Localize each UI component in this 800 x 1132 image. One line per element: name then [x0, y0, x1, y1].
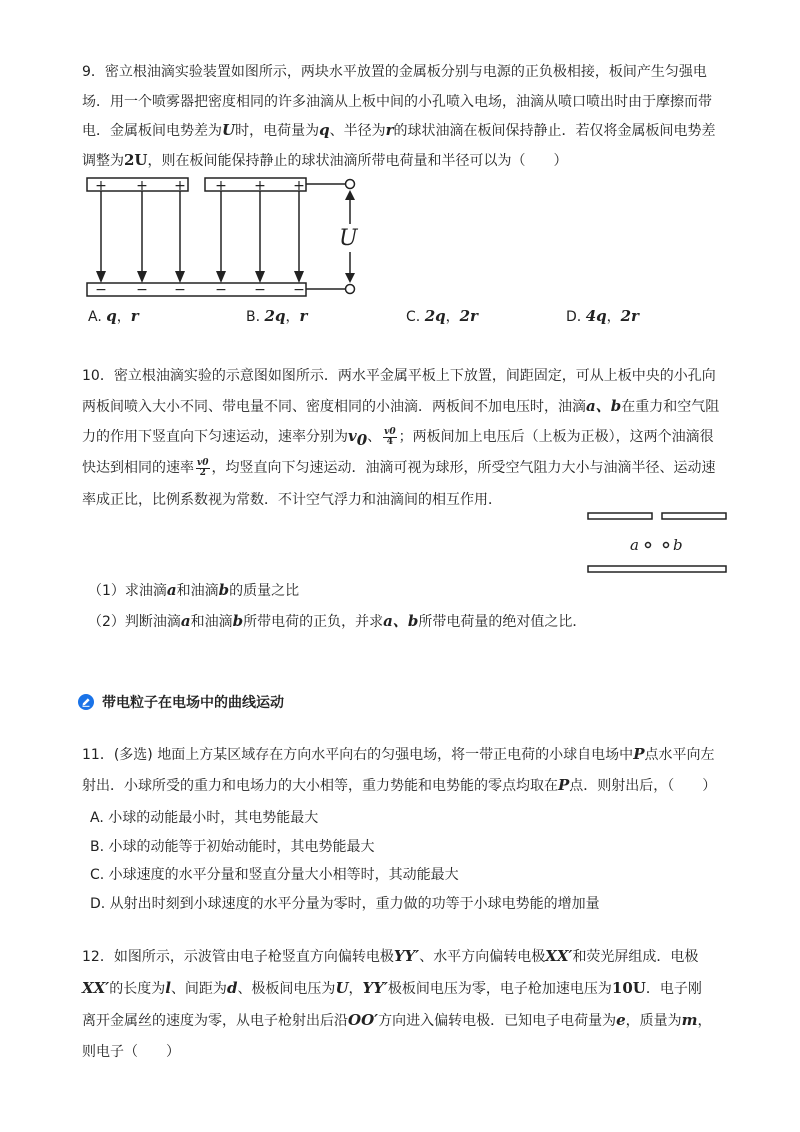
q9-option-c[interactable]: C. 2q，2r	[406, 307, 478, 325]
top-terminal	[346, 180, 355, 189]
q11-text-line-1: 11．(多选) 地面上方某区域存在方向水平向右的匀强电场，将一带正电荷的小球自电场中P点水平向左	[82, 745, 715, 763]
q9-text-line-4: 调整为2U，则在板间能保持静止的球状油滴所带电荷量和半径可以为（ ）	[82, 151, 568, 169]
plus-sign: +	[136, 178, 148, 194]
q11-choice-c[interactable]: C. 小球速度的水平分量和竖直分量大小相等时，其动能最大	[90, 867, 459, 883]
q9-text-line-2: 场．用一个喷雾器把密度相同的许多油滴从上板中间的小孔喷入电场，油滴从喷口喷出时由于摩擦而带	[82, 94, 712, 110]
q10-text-line-3: 力的作用下竖直向下匀速运动，速率分别为$v_0$、 $\frac{v0}{4}$ ；两板间加上电压后（上板为正极），这两个油滴很	[82, 426, 714, 449]
q11-choice-d[interactable]: D. 从射出时刻到小球速度的水平分量为零时，重力做的功等于小球电势能的增加量	[90, 896, 600, 912]
plus-sign: +	[95, 178, 107, 194]
q11-text-line-2: 射出．小球所受的重力和电场力的大小相等，重力势能和电势能的零点均取在P点．则射出后，（ ）	[82, 776, 717, 794]
drop-b	[664, 543, 669, 548]
section-header	[78, 692, 284, 712]
q12-text-line-4: 则电子（ ）	[82, 1044, 180, 1060]
bottom-plate	[588, 566, 726, 572]
voltage-arrow-head-down	[345, 273, 355, 283]
drop-a	[646, 543, 651, 548]
q9-text-line-3: 电．金属板间电势差为U时，电荷量为q、半径为r的球状油滴在板间保持静止．若仅将金属板间电势差	[82, 121, 716, 139]
field-arrow-heads	[96, 271, 304, 283]
q9-text-line-1: 9．密立根油滴实验装置如图所示，两块水平放置的金属板分别与电源的正负极相接，板间产生匀强电	[82, 64, 707, 80]
fraction-v0-over-4: $\frac{v0}{4}$	[384, 426, 396, 447]
minus-sign: −	[254, 282, 266, 298]
minus-sign: −	[215, 282, 227, 298]
q9-option-b[interactable]: B. 2q，r	[246, 307, 308, 325]
minus-sign: −	[136, 282, 148, 298]
q9-option-a[interactable]: A. q，r	[88, 307, 139, 325]
q10-text-line-2: 两板间喷入大小不同、带电量不同、密度相同的小油滴．两板间不加电压时，油滴a、b在重力和空气阻	[82, 397, 720, 415]
minus-sign: −	[174, 282, 186, 298]
voltage-label: U	[339, 226, 358, 251]
voltage-arrow-head-up	[345, 190, 355, 200]
bottom-plate	[87, 283, 306, 296]
q10-text-line-1: 10．密立根油滴实验的示意图如图所示．两水平金属平板上下放置，间距固定，可从上板中央的小孔向	[82, 368, 716, 384]
q9-option-d[interactable]: D. 4q，2r	[566, 307, 639, 325]
fraction-v0-over-2: $\frac{v0}{2}$	[197, 457, 209, 478]
q9-plate-diagram	[80, 172, 370, 302]
bottom-terminal	[346, 285, 355, 294]
plus-sign: +	[215, 178, 227, 194]
q12-text-line-3: 离开金属丝的速度为零，从电子枪射出后沿OO′方向进入偏转电极．已知电子电荷量为e，质量为m，	[82, 1011, 712, 1029]
q10-text-line-4: 快达到相同的速率 $\frac{v0}{2}$ ，均竖直向下匀速运动．油滴可视为球形，所受空气阻力大小与油滴半径、运动速	[82, 457, 716, 478]
q11-choice-a[interactable]: A. 小球的动能最小时，其电势能最大	[90, 810, 319, 826]
q10-subquestion-2: （2）判断油滴a和油滴b所带电荷的正负，并求a、b所带电荷量的绝对值之比．	[88, 612, 587, 630]
plus-sign: +	[293, 178, 305, 194]
minus-sign: −	[95, 282, 107, 298]
minus-sign: −	[293, 282, 305, 298]
plus-sign: +	[254, 178, 266, 194]
q12-text-line-2: XX′的长度为l、间距为d、极板间电压为U，YY′极板间电压为零，电子枪加速电压为10U．电子刚	[82, 979, 702, 997]
label-a: a	[630, 536, 639, 554]
top-plate-left	[588, 513, 652, 519]
q10-oil-drop-diagram	[584, 508, 732, 578]
q10-subquestion-1: （1）求油滴a和油滴b的质量之比	[88, 581, 300, 599]
section-title: 带电粒子在电场中的曲线运动	[102, 695, 284, 711]
q11-choice-b[interactable]: B. 小球的动能等于初始动能时，其电势能最大	[90, 839, 375, 855]
pencil-badge-icon	[78, 694, 94, 710]
label-b: b	[673, 536, 683, 554]
top-plate-right	[662, 513, 726, 519]
q10-text-line-5: 率成正比，比例系数视为常数．不计空气浮力和油滴间的相互作用．	[82, 492, 502, 508]
q12-text-line-1: 12．如图所示，示波管由电子枪竖直方向偏转电极YY′、水平方向偏转电极XX′和荧光屏组成．电极	[82, 947, 699, 965]
plus-sign: +	[174, 178, 186, 194]
